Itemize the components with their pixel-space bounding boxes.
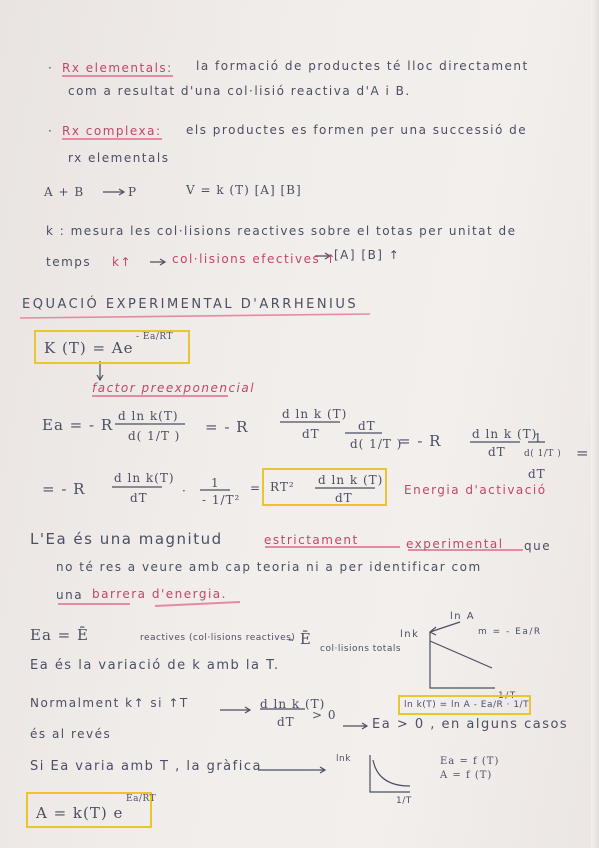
fraction-num: d ln k (T) xyxy=(318,473,384,487)
reaction-product: P xyxy=(128,185,138,199)
section-heading: EQUACIÓ EXPERIMENTAL D'ARRHENIUS xyxy=(22,297,359,312)
fraction-den: dT xyxy=(488,445,506,459)
fraction-num: 1 xyxy=(534,431,543,445)
text-line: A = f (T) xyxy=(440,770,493,781)
text-line: [A] [B] ↑ xyxy=(334,248,401,262)
ea-result-lhs: RT² xyxy=(270,480,295,494)
text-line: és al revés xyxy=(30,727,112,741)
text-line: k↑ xyxy=(112,255,133,269)
term-rx-complexa: Rx complexa: xyxy=(62,124,162,138)
ea-def-mid: - Ē xyxy=(288,630,312,648)
fraction-num: d ln k(T) xyxy=(118,409,179,423)
fraction-den: dT xyxy=(277,715,295,729)
text-line: una xyxy=(56,588,84,602)
text-line: que xyxy=(524,539,552,553)
eq-part: · xyxy=(182,484,187,498)
text-line: L'Ea és una magnitud xyxy=(30,530,223,548)
fraction-num: d ln k (T) xyxy=(282,407,348,421)
text-line: col·lisions efectives ↑ xyxy=(172,252,338,266)
text-line: no té res a veure amb cap teoria ni a per identificar com xyxy=(56,560,482,574)
ea-def-sub2: col·lisions totals xyxy=(320,644,402,654)
text-line: barrera d'energia. xyxy=(92,587,227,601)
text-line: Ea = f (T) xyxy=(440,756,500,767)
fraction-num: 1 xyxy=(211,476,220,490)
term-rx-elementals: Rx elementals: xyxy=(62,61,173,75)
rate-law: V = k (T) [A] [B] xyxy=(186,183,302,197)
arrhenius-equation: K (T) = Ae xyxy=(44,339,134,357)
fraction-den: d( 1/T ) xyxy=(524,449,562,459)
factor-label: factor preexponencial xyxy=(92,381,256,395)
fraction-num: d ln k (T) xyxy=(472,427,538,441)
text-line: > 0 xyxy=(312,708,337,722)
fraction-den: dT xyxy=(528,467,546,481)
a-equation: A = k(T) e xyxy=(36,804,124,822)
text-line: temps xyxy=(46,255,92,269)
fraction-den: dT xyxy=(130,491,148,505)
eq-part: = - R xyxy=(42,480,86,498)
eq-part: = xyxy=(576,444,590,462)
a-exponent: Ea/RT xyxy=(126,794,157,804)
graph-label: 1/T xyxy=(396,796,412,806)
text-line: Ea > 0 , en alguns casos xyxy=(372,717,569,732)
graph-label: lnk xyxy=(400,629,420,640)
fraction-den: d( 1/T ) xyxy=(350,437,403,451)
text-line: rx elementals xyxy=(68,151,170,165)
graph-label: 1/T xyxy=(498,691,517,701)
text-line: Ea és la variació de k amb la T. xyxy=(30,658,280,673)
ea-lhs: Ea = - R xyxy=(42,416,114,434)
text-line: Si Ea varia amb T , la gràfica xyxy=(30,759,262,774)
graph-label: m = - Ea/R xyxy=(478,627,542,637)
text-line: k : mesura les col·lisions reactives sobre el totas per unitat de xyxy=(46,224,517,238)
text-line: experimental xyxy=(406,537,504,551)
arrhenius-exponent: - Ea/RT xyxy=(136,332,173,342)
bullet: · xyxy=(48,124,54,138)
text-line: els productes es formen per una successió de xyxy=(186,123,528,137)
fraction-den: d( 1/T ) xyxy=(128,429,181,443)
graph-label: lnk xyxy=(336,754,351,764)
eq-part: = xyxy=(250,481,262,495)
energia-activacio-label: Energia d'activació xyxy=(404,483,547,497)
fraction-den: dT xyxy=(335,491,353,505)
eq-part: = - R xyxy=(205,418,249,436)
fraction-num: dT xyxy=(358,419,376,433)
ea-def-lhs: Ea = Ē xyxy=(30,626,89,644)
reaction: A + B xyxy=(44,185,85,199)
ea-def-sub1: reactives (col·lisions reactives) xyxy=(140,633,296,643)
text-line: estrictament xyxy=(264,533,359,547)
fraction-den: - 1/T² xyxy=(202,493,241,507)
text-line: Normalment k↑ si ↑T xyxy=(30,696,189,710)
graph-label: ln A xyxy=(450,611,476,622)
text-line: com a resultat d'una col·lisió reactiva d'A i B. xyxy=(68,84,411,98)
text-line: la formació de productes té lloc directament xyxy=(196,59,529,73)
fraction-den: dT xyxy=(302,427,320,441)
fraction-num: d ln k(T) xyxy=(114,471,175,485)
lnk-equation: ln k(T) = ln A - Ea/R · 1/T xyxy=(404,700,530,710)
bullet: · xyxy=(48,61,54,75)
eq-part: = - R xyxy=(398,432,442,450)
fraction-num: d ln k (T) xyxy=(260,697,326,711)
